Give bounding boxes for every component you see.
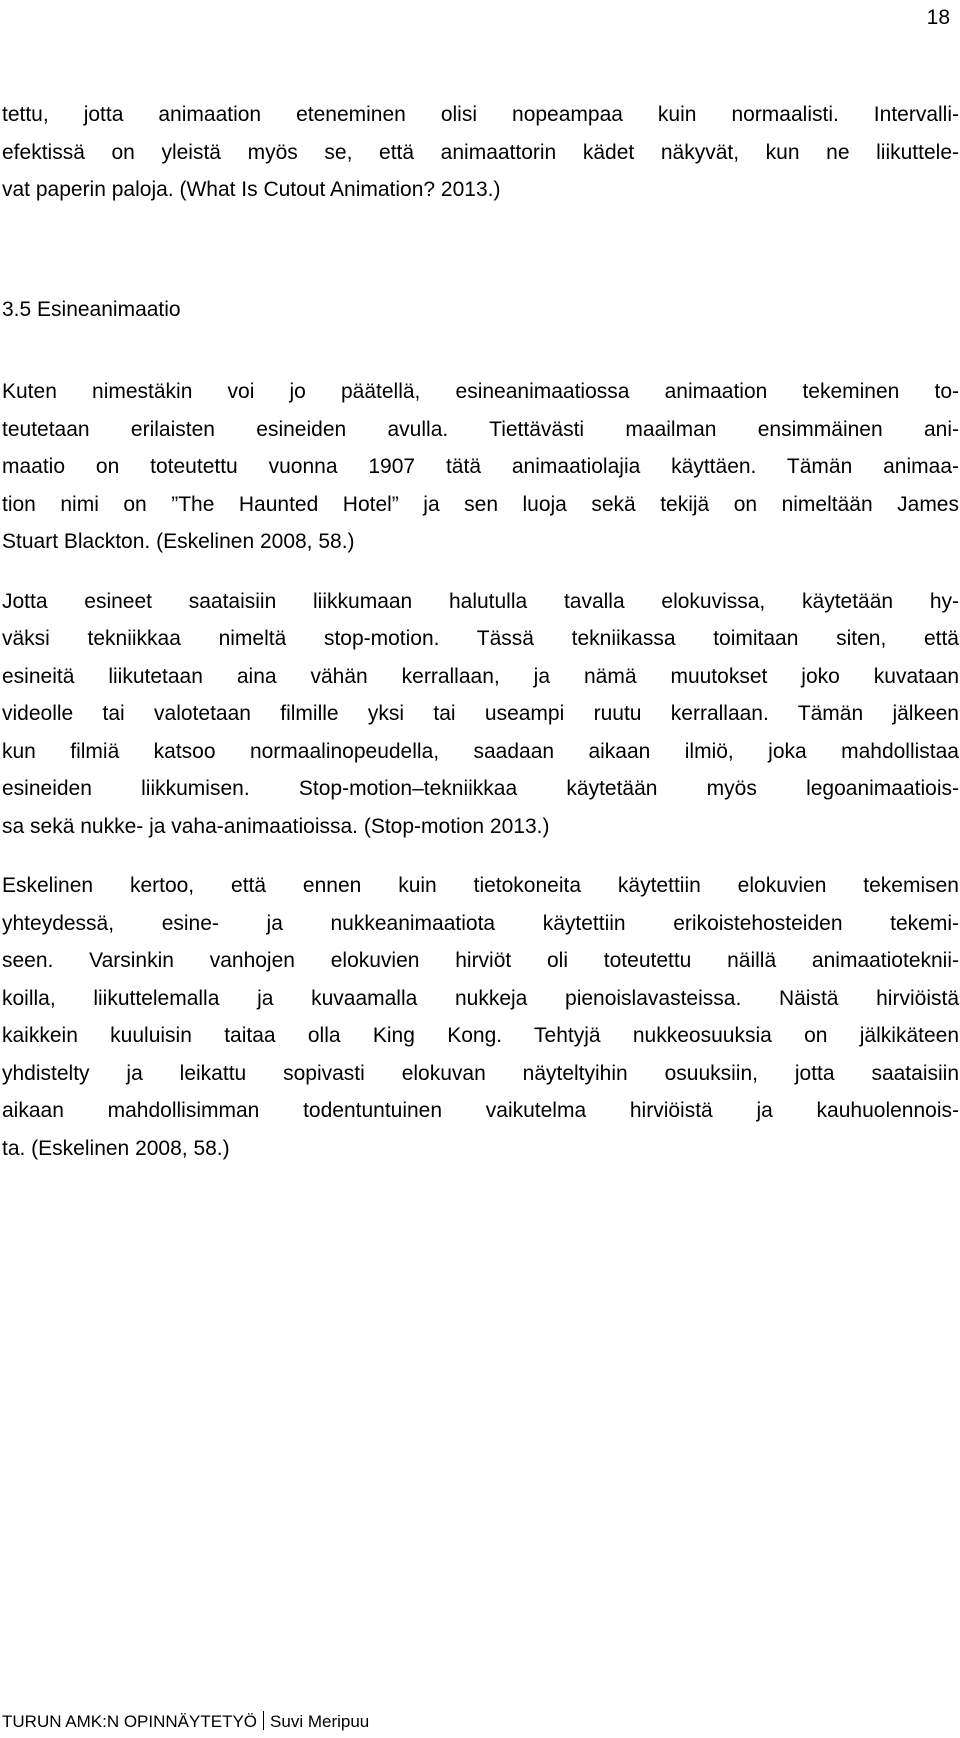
text-line: ta. (Eskelinen 2008, 58.) xyxy=(2,1136,230,1160)
text-line: koilla, liikuttelemalla ja kuvaamalla nukkeja pienoislavasteissa. Näistä hirviöistä xyxy=(2,986,959,1010)
footer-author: Suvi Meripuu xyxy=(270,1712,370,1731)
paragraph-3 xyxy=(2,583,959,846)
text-line: tettu, jotta animaation eteneminen olisi nopeampaa kuin normaalisti. Intervalli- xyxy=(2,103,959,126)
text-line: videolle tai valotetaan filmille yksi tai useampi ruutu kerrallaan. Tämän jälkeen xyxy=(2,702,959,725)
text-line: Eskelinen kertoo, että ennen kuin tietokoneita käytettiin elokuvien tekemisen xyxy=(2,874,959,897)
text-line: Kuten nimestäkin voi jo päätellä, esineanimaatiossa animaation tekeminen to- xyxy=(2,380,959,403)
text-line: yhteydessä, esine- ja nukkeanimaatiota käytettiin erikoistehosteiden tekemi- xyxy=(2,911,959,935)
text-line: maatio on toteutettu vuonna 1907 tätä animaatiolajia käyttäen. Tämän animaa- xyxy=(2,455,959,478)
text-line: väksi tekniikkaa nimeltä stop-motion. Tässä tekniikassa toimitaan siten, että xyxy=(2,627,959,650)
text-line: efektissä on yleistä myös se, että animaattorin kädet näkyvät, kun ne liikuttele- xyxy=(2,140,959,164)
text-line: esineiden liikkumisen. Stop-motion–tekniikkaa käytetään myös legoanimaatiois- xyxy=(2,777,959,800)
text-line: kun filmiä katsoo normaalinopeudella, saadaan aikaan ilmiö, joka mahdollistaa xyxy=(2,739,959,763)
text-line: aikaan mahdollisimman todentuntuinen vaikutelma hirviöistä ja kauhuolennois- xyxy=(2,1099,959,1122)
footer-institution: TURUN AMK:N OPINNÄYTETYÖ xyxy=(2,1712,258,1731)
paragraph-4 xyxy=(2,867,959,1167)
document-body xyxy=(2,96,959,1167)
text-line: vat paperin paloja. (What Is Cutout Animation? 2013.) xyxy=(2,178,501,201)
text-line: Jotta esineet saataisiin liikkumaan halutulla tavalla elokuvissa, käytetään hy- xyxy=(2,589,959,613)
page-number: 18 xyxy=(926,6,950,29)
text-line: kaikkein kuuluisin taitaa olla King Kong. Tehtyjä nukkeosuuksia on jälkikäteen xyxy=(2,1024,959,1047)
footer-separator xyxy=(263,1711,264,1730)
text-line: tion nimi on ”The Haunted Hotel” ja sen luoja sekä tekijä on nimeltään James xyxy=(2,492,959,516)
section-heading: 3.5 Esineanimaatio xyxy=(2,297,181,321)
page-footer xyxy=(2,1711,369,1733)
text-line: seen. Varsinkin vanhojen elokuvien hirviöt oli toteutettu näillä animaatioteknii- xyxy=(2,949,959,972)
paragraph-1 xyxy=(2,96,959,209)
text-line: esineitä liikutetaan aina vähän kerrallaan, ja nämä muutokset joko kuvataan xyxy=(2,664,959,688)
text-line: sa sekä nukke- ja vaha-animaatioissa. (Stop-motion 2013.) xyxy=(2,814,550,838)
paragraph-2 xyxy=(2,373,959,561)
text-line: Stuart Blackton. (Eskelinen 2008, 58.) xyxy=(2,530,355,553)
text-line: yhdistelty ja leikattu sopivasti elokuvan näyteltyihin osuuksiin, jotta saataisiin xyxy=(2,1061,959,1085)
text-line: teutetaan erilaisten esineiden avulla. Tiettävästi maailman ensimmäinen ani- xyxy=(2,417,959,441)
